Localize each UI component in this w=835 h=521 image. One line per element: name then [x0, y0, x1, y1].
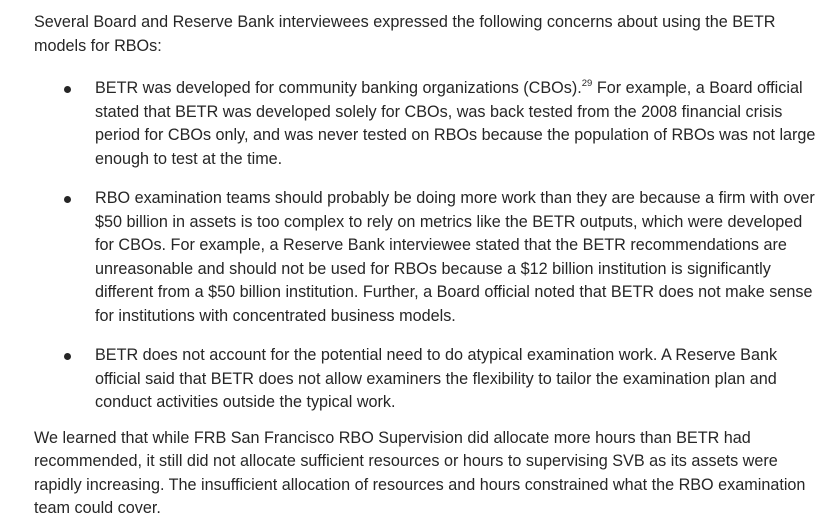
bullet-text-before-footnote: BETR was developed for community banking organizations (CBOs). — [95, 79, 582, 97]
bullet-text: RBO examination teams should probably be doing more work than they are because a firm with over $50 billion in assets is too complex to rely on metrics like the BETR outputs, which were developed for CBOs. For example, a Reserve Bank interviewee stated that the BETR recommendations are unreasonable and should not be used for RBOs because a $12 billion institution is significantly different from a $50 billion institution. Further, a Board official noted that BETR does not make sense for institutions with concentrated business models. — [95, 189, 815, 325]
bullet-icon — [64, 86, 71, 93]
bullet-text: BETR does not account for the potential need to do atypical examination work. A Reserve Bank official said that BETR does not allow examiners the flexibility to tailor the examination plan and conduct activities outside the typical work. — [95, 346, 778, 411]
list-item — [34, 187, 824, 328]
list-item — [34, 344, 824, 415]
bullet-icon — [64, 196, 71, 203]
footnote-reference[interactable]: 29 — [581, 77, 593, 89]
conclusion-paragraph: We learned that while FRB San Francisco RBO Supervision did allocate more hours than BETR had recommended, it still did not allocate sufficient resources or hours to supervising SVB as its assets were rapidly increasing. The insufficient allocation of resources and hours constrained what the RBO examination team could cover. — [34, 428, 806, 517]
bullet-text-after-footnote: For example, a Board official stated that BETR was developed solely for CBOs, was back tested from the 2008 financial crisis period for CBOs only, and was never tested on RBOs because the population of RBOs was not large enough to test at the time. — [95, 79, 816, 168]
list-item — [34, 77, 824, 171]
intro-paragraph: Several Board and Reserve Bank interviewees expressed the following concerns about using the BETR models for RBOs: — [34, 13, 776, 55]
document-page — [34, 11, 824, 521]
concerns-list — [34, 77, 824, 415]
bullet-icon — [64, 353, 71, 360]
